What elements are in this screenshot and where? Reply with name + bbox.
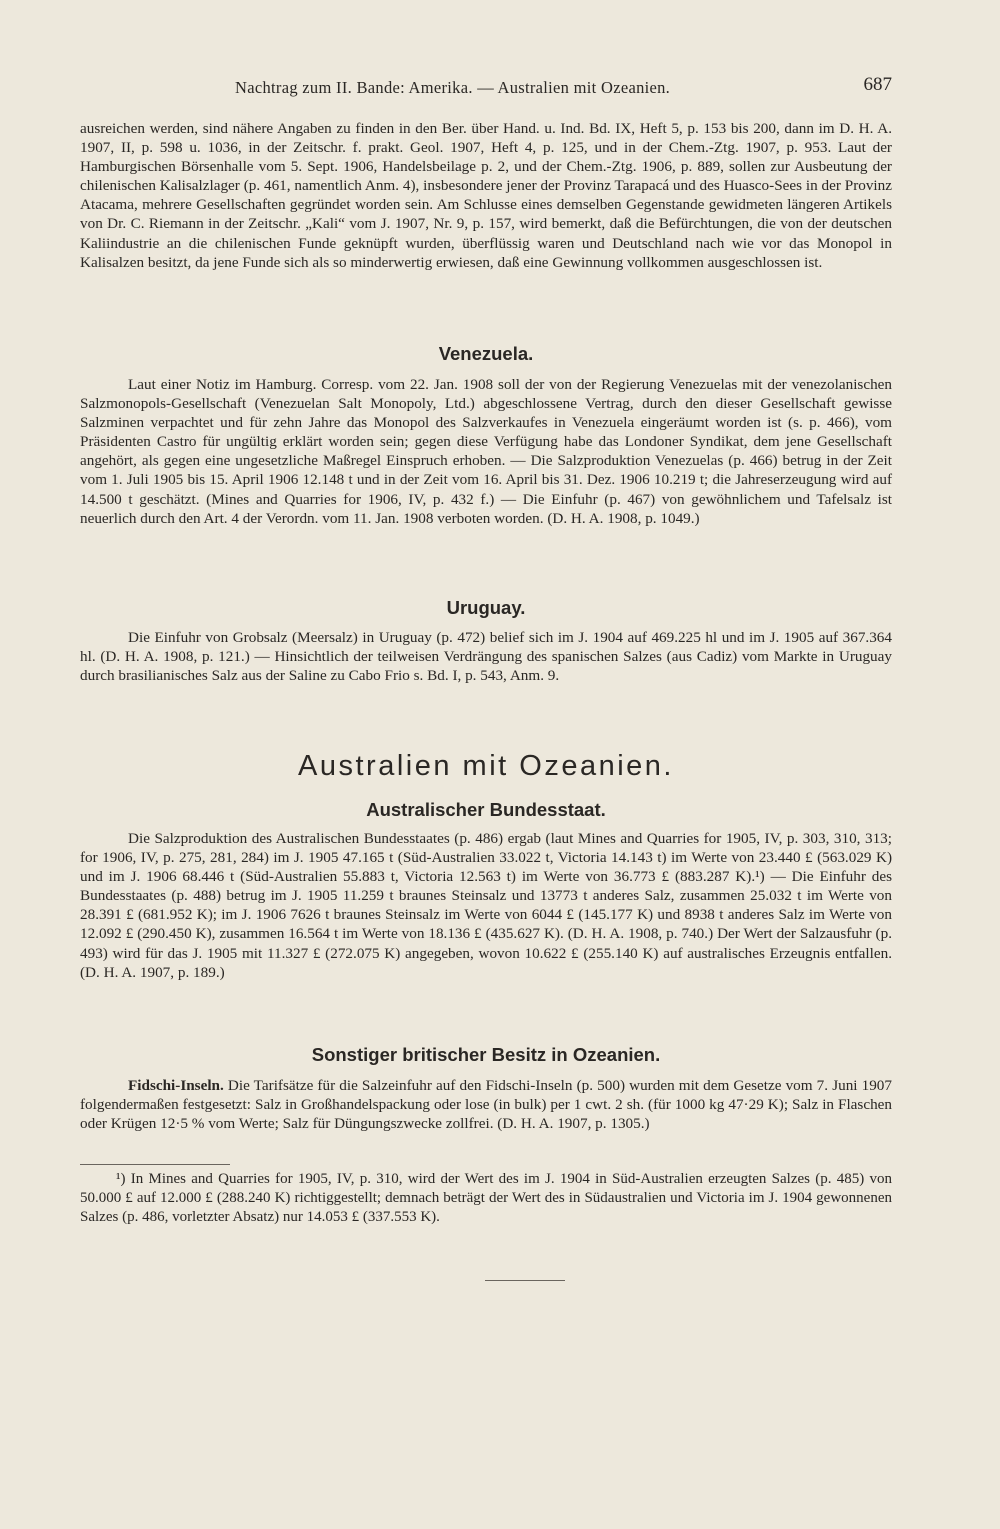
uruguay-paragraph: Die Einfuhr von Grobsalz (Meersalz) in Uruguay (p. 472) belief sich im J. 1904 auf 469.225 hl und im J. 1905 auf 367.364 hl. (D. H. A. 1908, p. 121.) — Hinsichtlich der teilweisen Verdrängung des spanischen Salzes (aus Cadiz) vom Markte in Uruguay durch brasilianisches Salz aus der Saline zu Cabo Frio s. Bd. I, p. 543, Anm. 9. — [80, 629, 892, 685]
uruguay-block — [80, 628, 892, 685]
bundesstaat-paragraph: Die Salzproduktion des Australischen Bundesstaates (p. 486) ergab (laut Mines and Quarries for 1905, IV, p. 303, 310, 313; for 1906, IV, p. 275, 281, 284) im J. 1905 47.165 t (Süd-Australien 33.022 t, Victoria 14.143 t) im Werte von 23.440 £ (563.029 K) und im J. 1906 68.446 t (Süd-Australien 55.883 t, Victoria 12.563 t) im Werte von 36.773 £ (883.287 K).¹) — Die Einfuhr des Bundesstaates (p. 488) betrug im J. 1905 11.259 t braunes Steinsalz und 13773 t anderes Salz, zusammen 25.032 t im Werte von 28.391 £ (681.952 K); im J. 1906 7626 t braunes Steinsalz im Werte von 6044 £ (145.177 K) und 8938 t anderes Salz im Werte von 12.092 £ (290.450 K), zusammen 16.564 t im Werte von 18.136 £ (435.627 K). (D. H. A. 1908, p. 740.) Der Wert der Salzausfuhr (p. 493) wird für das J. 1905 mit 11.327 £ (272.075 K) angegeben, wovon 10.622 £ (255.140 K) auf australisches Erzeugnis entfallen. (D. H. A. 1907, p. 189.) — [80, 830, 892, 981]
section-title-ozeanien: Sonstiger britischer Besitz in Ozeanien. — [311, 1044, 661, 1065]
page-number: 687 — [863, 74, 892, 95]
footnote-block — [80, 1170, 892, 1227]
running-head: Nachtrag zum II. Bande: Amerika. — Australien mit Ozeanien. — [235, 78, 671, 97]
bundesstaat-block — [80, 829, 892, 982]
footnote-1: ¹) In Mines and Quarries for 1905, IV, p. 310, wird der Wert des im J. 1904 in Süd-Australien erzeugten Salzes (p. 485) von 50.000 £ auf 12.000 £ (288.240 K) richtiggestellt; demnach beträgt der Wert des in Südaustralien und Victoria im J. 1904 gewonnenen Salzes (p. 486, vorletzter Absatz) nur 14.053 £ (337.553 K). — [80, 1171, 892, 1225]
ozeanien-block — [80, 1076, 892, 1133]
section-title-bundesstaat: Australischer Bundesstaat. — [366, 799, 606, 820]
major-section-title: Australien mit Ozeanien. — [298, 750, 674, 782]
end-divider — [485, 1280, 565, 1281]
ozeanien-paragraph — [80, 1076, 892, 1133]
venezuela-block — [80, 375, 892, 528]
fidschi-lead: Fidschi-Inseln. — [128, 1077, 224, 1094]
page-header — [80, 74, 892, 102]
section-title-venezuela: Venezuela. — [438, 343, 534, 364]
fidschi-text: Die Tarifsätze für die Salzeinfuhr auf den Fidschi-Inseln (p. 500) wurden mit dem Gesetze vom 7. Juni 1907 folgendermaßen festgesetzt: Salz in Großhandelspackung oder lose (in bulk) per 1 cwt. 2 sh. (für 1000 kg 47·29 K); Salz in Flaschen oder Krügen 12·5 % vom Werte; Salz für Düngungszwecke zollfrei. (D. H. A. 1907, p. 1305.) — [80, 1077, 892, 1133]
intro-paragraph: ausreichen werden, sind nähere Angaben zu finden in den Ber. über Hand. u. Ind. Bd. IX, Heft 5, p. 153 bis 200, dann im D. H. A. 1907, II, p. 598 u. 1036, in der Zeitschr. f. prakt. Geol. 1907, Heft 4, p. 125, und in der Chem.-Ztg. 1907, p. 953. Laut der Hamburgischen Börsenhalle vom 5. Sept. 1906, Handelsbeilage p. 2, und der Chem.-Ztg. 1906, p. 889, sollen zur Ausbeutung der chilenischen Kalisalzlager (p. 461, namentlich Anm. 4), insbesondere jener der Provinz Tarapacá und des Huasco-Sees in der Provinz Atacama, mehrere Gesellschaften gegründet worden sein. Am Schlusse eines demselben Gegenstande gewidmeten längeren Artikels von Dr. C. Riemann in der Zeitschr. „Kali“ vom J. 1907, Nr. 9, p. 157, wird bemerkt, daß die Befürchtungen, die von der deutschen Kaliindustrie an die chilenischen Funde geknüpft wurden, überflüssig waren und Deutschland nach wie vor das Monopol in Kalisalzen besitzt, da jene Funde sich als so minderwertig erwiesen, daß eine Gewinnung vollkommen ausgeschlossen ist. — [80, 120, 892, 271]
section-title-uruguay: Uruguay. — [446, 597, 526, 618]
footnote-divider — [80, 1164, 230, 1165]
intro-block — [80, 119, 892, 272]
venezuela-paragraph: Laut einer Notiz im Hamburg. Corresp. vom 22. Jan. 1908 soll der von der Regierung Venezuelas mit der venezolanischen Salzmonopols-Gesellschaft (Venezuelan Salt Monopoly, Ltd.) abgeschlossene Vertrag, durch den dieser Gesellschaft gewisse Salzminen verpachtet und für zehn Jahre das Monopol des Salzverkaufes in Venezuela eingeräumt worden ist (s. p. 466), vom Präsidenten Castro für ungültig erklärt worden sein; gegen diese Verfügung habe das Londoner Syndikat, dem jene Gesellschaft angehört, als gegen eine ungesetzliche Maßregel Einspruch erhoben. — Die Salzproduktion Venezuelas (p. 466) betrug in der Zeit vom 1. Juli 1905 bis 15. April 1906 12.148 t und in der Zeit vom 16. April bis 31. Dez. 1906 10.219 t; die Jahreserzeugung wird auf 14.500 t geschätzt. (Mines and Quarries for 1906, IV, p. 432 f.) — Die Einfuhr (p. 467) von gewöhnlichem und Tafelsalz ist neuerlich durch den Art. 4 der Verordn. vom 11. Jan. 1908 verboten worden. (D. H. A. 1908, p. 1049.) — [80, 376, 892, 527]
